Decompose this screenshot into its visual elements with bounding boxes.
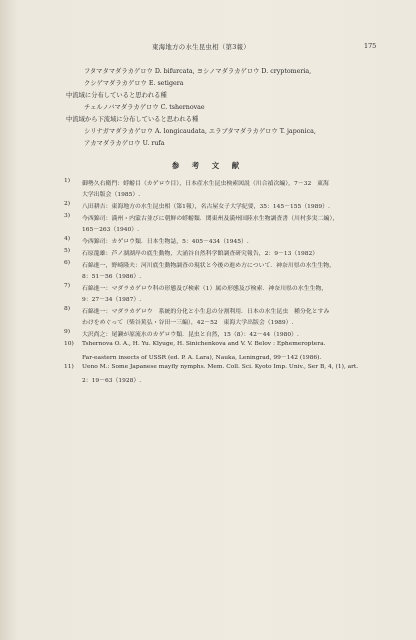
reference-text: 8：51－56（1986）. [82,274,142,280]
page-header [0,42,416,54]
reference-text: 石綿進一，野崎隆夫：河川底生動物調査の現状と今後の進め方について．神奈川県の水生生物， [82,263,336,269]
reference-number: 8) [64,306,71,312]
reference-number: 5) [64,248,71,254]
reference-text: 165－263（1940）. [82,227,140,233]
reference-number: 3) [64,213,71,219]
species-line: フタマタマダラカゲロウ D. bifurcata, ヨシノマダラカゲロウ D. cryptomeria, [84,68,312,75]
reference-number: 6) [64,260,71,266]
reference-text: Tshernova O. A., H. Yu. Klyuge, H. Sinichenkova and V. V. Belov : Ephemeroptera. [82,341,326,347]
reference-text: 石綿進一：マダラカゲロウ 系統的分化と小生息の分割利用．日本の水生昆虫 種分化とすみ [82,309,330,315]
reference-text: 石原龍雄：芦ノ湖湖岸の底生動物，大涌谷自然科学館調査研究報告，2：9－13（1982） [82,251,319,257]
reference-text: 八田耕吉：東海地方の水生昆虫相（第1報），名古屋女子大学紀要，35：145－155（1989）. [82,204,330,210]
reference-text: 大学出版会（1985）. [82,192,141,198]
species-line: アカマダラカゲロウ U. rufa [84,140,165,147]
reference-text: 今西錦司：カゲロウ類．日本生物誌，5：405－434（1945）. [82,239,249,245]
reference-text: 今西錦司：満州・内蒙古並びに朝鮮の蜉蝣類．関東州及満州国陸水生物調査書（川村多実二編）， [82,216,339,222]
reference-number: 7) [64,283,71,289]
reference-number: 1) [64,178,71,184]
reference-text: 大沢尚之：尾瀬が原流水のカゲロウ類．昆虫と自然，15（8）：42－44（1980）. [82,332,299,338]
reference-text: 9：27－34（1987）. [82,297,142,303]
reference-number: 2) [64,201,71,207]
reference-text: 御勢久右衛門：蜉蝣目（カゲロウ目），日本産水生昆虫検索図説（川合禎次編），7－32 東海 [82,181,329,187]
species-line: シリナガマダラカゲロウ A. longicaudata, エラブタマダラカゲロウ T. japonica, [84,128,316,135]
distribution-heading: 中流域から下流域に分布していると思われる種 [66,116,199,123]
distribution-heading: 中流域に分布していると思われる種 [66,92,167,99]
reference-text: Far-eastern insects of USSR (ed. P. A. Lara), Nauka, Leningrad, 99－142 (1986). [82,355,322,361]
reference-text: 2：19－63（1928）. [82,378,142,384]
species-line: クシゲマダラカゲロウ E. setigera [84,80,184,87]
running-title: 東海地方の水生昆虫相（第3報） [152,43,251,51]
reference-number: 11) [64,364,74,370]
references-heading: 参 考 文 献 [171,161,245,170]
reference-number: 10) [64,341,74,347]
page-number: 175 [364,42,377,50]
reference-text: わけをめぐって（柴谷篤弘・谷田一三編），42－52 東海大学出版会（1989）. [82,320,294,326]
reference-text: 石綿進一：マダラカゲロウ科の形態及び検索（1）属の形態及び検索．神奈川県の水生生物， [82,286,328,292]
reference-text: Ueno M.: Some Japanese mayfly nymphs. Mem. Coll. Sci. Kyoto Imp. Univ., Ser B, 4, (1), art. [82,364,359,370]
reference-number: 9) [64,329,71,335]
species-line: チェルノバマダラカゲロウ C. tshernovae [84,104,205,111]
reference-number: 4) [64,236,71,242]
